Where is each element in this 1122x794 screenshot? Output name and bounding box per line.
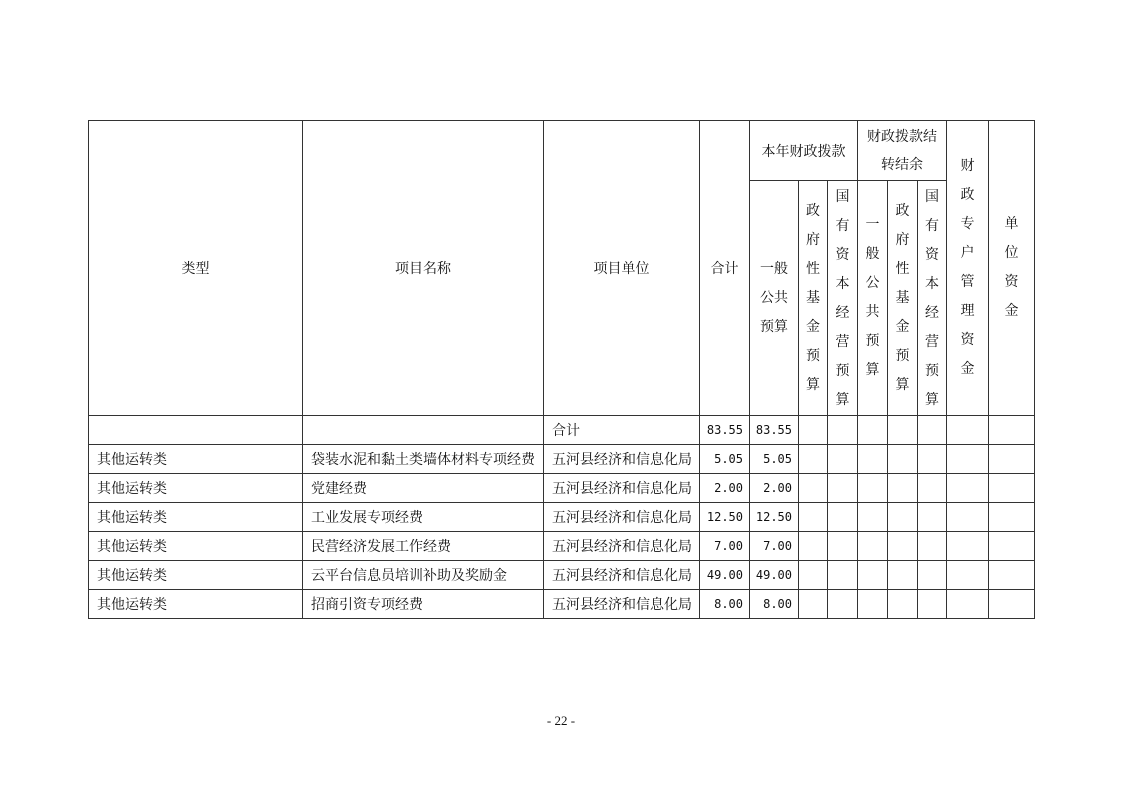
empty-cell <box>828 532 858 561</box>
row-total: 5.05 <box>700 445 750 474</box>
header-type: 类型 <box>89 121 303 416</box>
empty-cell <box>918 590 947 619</box>
row-project-name: 工业发展专项经费 <box>303 503 544 532</box>
row-type: 其他运转类 <box>89 590 303 619</box>
row-total: 2.00 <box>700 474 750 503</box>
empty-cell <box>947 445 989 474</box>
empty-cell <box>888 532 918 561</box>
row-general-public-budget: 12.50 <box>750 503 799 532</box>
empty-cell <box>947 561 989 590</box>
row-total: 7.00 <box>700 532 750 561</box>
header-total: 合计 <box>700 121 750 416</box>
total-row-total: 83.55 <box>700 416 750 445</box>
row-project-unit: 五河县经济和信息化局 <box>544 561 700 590</box>
row-type: 其他运转类 <box>89 503 303 532</box>
header-carryover-government-fund-budget: 政府性基金预算 <box>888 181 918 416</box>
total-row-label: 合计 <box>544 416 700 445</box>
total-row <box>89 416 1035 445</box>
header-general-public-budget: 一般公共预算 <box>750 181 799 416</box>
empty-cell <box>828 416 858 445</box>
empty-cell <box>799 532 828 561</box>
empty-cell <box>888 416 918 445</box>
empty-cell <box>858 503 888 532</box>
table-row <box>89 445 1035 474</box>
row-total: 49.00 <box>700 561 750 590</box>
header-unit-funds: 单位资金 <box>989 121 1035 416</box>
project-budget-table <box>88 120 1035 619</box>
header-carryover-funding: 财政拨款结转结余 <box>858 121 947 181</box>
row-project-name: 云平台信息员培训补助及奖励金 <box>303 561 544 590</box>
empty-cell <box>888 561 918 590</box>
header-government-fund-budget: 政府性基金预算 <box>799 181 828 416</box>
row-project-unit: 五河县经济和信息化局 <box>544 590 700 619</box>
empty-cell <box>858 590 888 619</box>
table-row <box>89 532 1035 561</box>
empty-cell <box>989 590 1035 619</box>
row-type: 其他运转类 <box>89 445 303 474</box>
table-row <box>89 561 1035 590</box>
row-general-public-budget: 2.00 <box>750 474 799 503</box>
empty-cell <box>828 474 858 503</box>
header-current-year-funding: 本年财政拨款 <box>750 121 858 181</box>
empty-cell <box>989 532 1035 561</box>
empty-cell <box>918 532 947 561</box>
empty-cell <box>989 445 1035 474</box>
row-project-unit: 五河县经济和信息化局 <box>544 474 700 503</box>
empty-cell <box>888 590 918 619</box>
empty-cell <box>989 474 1035 503</box>
row-project-unit: 五河县经济和信息化局 <box>544 445 700 474</box>
empty-cell <box>799 474 828 503</box>
empty-cell <box>828 445 858 474</box>
total-row-type <box>89 416 303 445</box>
empty-cell <box>918 416 947 445</box>
header-special-account-funds: 财政专户管理资金 <box>947 121 989 416</box>
header-row-top <box>89 121 1035 181</box>
header-state-capital-budget: 国有资本经营预算 <box>828 181 858 416</box>
row-type: 其他运转类 <box>89 561 303 590</box>
empty-cell <box>888 503 918 532</box>
row-project-name: 民营经济发展工作经费 <box>303 532 544 561</box>
empty-cell <box>799 416 828 445</box>
empty-cell <box>858 474 888 503</box>
empty-cell <box>799 445 828 474</box>
empty-cell <box>858 532 888 561</box>
total-row-name <box>303 416 544 445</box>
empty-cell <box>888 474 918 503</box>
empty-cell <box>989 503 1035 532</box>
row-project-unit: 五河县经济和信息化局 <box>544 532 700 561</box>
row-project-name: 袋装水泥和黏土类墙体材料专项经费 <box>303 445 544 474</box>
header-carryover-state-capital-budget: 国有资本经营预算 <box>918 181 947 416</box>
row-general-public-budget: 5.05 <box>750 445 799 474</box>
empty-cell <box>947 416 989 445</box>
row-project-name: 党建经费 <box>303 474 544 503</box>
header-carryover-general-public-budget: 一般公共预算 <box>858 181 888 416</box>
empty-cell <box>888 445 918 474</box>
row-type: 其他运转类 <box>89 474 303 503</box>
table-row <box>89 474 1035 503</box>
empty-cell <box>947 590 989 619</box>
empty-cell <box>918 561 947 590</box>
empty-cell <box>918 474 947 503</box>
row-project-unit: 五河县经济和信息化局 <box>544 503 700 532</box>
empty-cell <box>828 503 858 532</box>
empty-cell <box>799 561 828 590</box>
header-project-name: 项目名称 <box>303 121 544 416</box>
empty-cell <box>947 474 989 503</box>
empty-cell <box>828 561 858 590</box>
empty-cell <box>918 445 947 474</box>
total-row-general-public-budget: 83.55 <box>750 416 799 445</box>
empty-cell <box>858 561 888 590</box>
empty-cell <box>858 445 888 474</box>
row-general-public-budget: 8.00 <box>750 590 799 619</box>
header-project-unit: 项目单位 <box>544 121 700 416</box>
row-total: 8.00 <box>700 590 750 619</box>
empty-cell <box>799 503 828 532</box>
page-number: - 22 - <box>546 713 576 728</box>
empty-cell <box>799 590 828 619</box>
row-total: 12.50 <box>700 503 750 532</box>
empty-cell <box>828 590 858 619</box>
row-project-name: 招商引资专项经费 <box>303 590 544 619</box>
empty-cell <box>947 532 989 561</box>
row-general-public-budget: 49.00 <box>750 561 799 590</box>
empty-cell <box>989 561 1035 590</box>
row-general-public-budget: 7.00 <box>750 532 799 561</box>
empty-cell <box>918 503 947 532</box>
empty-cell <box>989 416 1035 445</box>
table-row <box>89 590 1035 619</box>
row-type: 其他运转类 <box>89 532 303 561</box>
empty-cell <box>947 503 989 532</box>
table-row <box>89 503 1035 532</box>
empty-cell <box>858 416 888 445</box>
